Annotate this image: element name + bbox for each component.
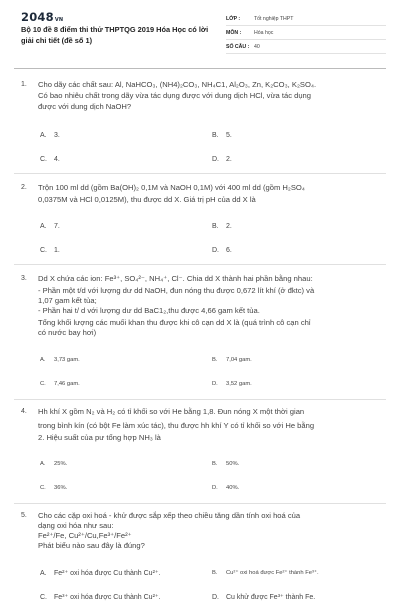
question-line: 1,07 gam kết tủa; — [38, 296, 97, 305]
option-text: Cu²⁺ oxi hoá được Fe²⁺ thành Fe³⁺. — [226, 570, 319, 576]
header-divider — [14, 68, 386, 69]
question-line: dạng oxi hóa như sau: — [38, 521, 114, 530]
option-text: 3. — [54, 132, 60, 139]
option-text: 2. — [226, 223, 232, 230]
option-text: 7,46 gam. — [54, 381, 80, 387]
question-separator — [14, 173, 386, 174]
option-text: 1. — [54, 247, 60, 254]
question-number: 1. — [21, 81, 27, 88]
question-line: Dd X chứa các ion: Fe³⁺, SO₄²⁻, NH₄⁺, Cl⁻. Chia dd X thành hai phần bằng nhau: — [38, 274, 313, 283]
question-number: 4. — [21, 408, 27, 415]
meta-row-count — [226, 40, 386, 54]
meta-key: SỐ CÂU : — [226, 44, 250, 50]
document-title: Bộ 10 đề 8 điểm thi thử THPTQG 2019 Hóa Học có lời giải chi tiết (đề số 1) — [21, 25, 209, 45]
meta-value: 40 — [254, 44, 260, 50]
question-separator — [14, 399, 386, 400]
option-letter: A. — [40, 132, 47, 139]
option-letter: A. — [40, 570, 47, 577]
option-c[interactable] — [40, 381, 80, 387]
option-text: 3,73 gam. — [54, 357, 80, 363]
question-separator — [14, 503, 386, 504]
question-line: Hh khí X gồm N₂ và H₂ có tỉ khối so với He bằng 1,8. Đun nóng X một thời gian — [38, 407, 305, 416]
option-text: 4. — [54, 156, 60, 163]
question-line: Trộn 100 ml dd (gồm Ba(OH)₂ 0,1M và NaOH 0,1M) với 400 ml dd (gồm H₂SO₄ — [38, 183, 305, 192]
option-letter: B. — [212, 461, 218, 467]
option-a[interactable] — [40, 461, 67, 467]
option-a[interactable] — [40, 223, 60, 230]
option-text: 25%. — [54, 461, 68, 467]
option-c[interactable] — [40, 247, 60, 254]
site-logo[interactable] — [21, 10, 63, 24]
option-b[interactable] — [212, 223, 232, 230]
option-b[interactable] — [212, 570, 319, 576]
option-letter: A. — [40, 461, 46, 467]
option-text: 40%. — [226, 485, 240, 491]
option-letter: B. — [212, 132, 219, 139]
option-text: Cu khử được Fe³⁺ thành Fe. — [226, 594, 316, 601]
logo-suffix: VN — [54, 17, 64, 23]
option-text: 7. — [54, 223, 60, 230]
option-b[interactable] — [212, 461, 239, 467]
question-number: 2. — [21, 184, 27, 191]
option-letter: A. — [40, 223, 47, 230]
option-text: 2. — [226, 156, 232, 163]
question-number: 3. — [21, 275, 27, 282]
logo-text: 2048 — [21, 10, 54, 24]
meta-key: MÔN : — [226, 30, 242, 36]
option-text: 7,04 gam. — [226, 357, 252, 363]
option-letter: D. — [212, 594, 219, 601]
question-line: có nước bay hơi) — [38, 328, 97, 337]
option-letter: B. — [212, 357, 218, 363]
option-d[interactable] — [212, 156, 232, 163]
question-line: 2. Hiệu suất của pư tổng hợp NH₃ là — [38, 433, 161, 442]
question-line: được với dung dịch NaOH? — [38, 102, 132, 111]
option-a[interactable] — [40, 569, 161, 577]
question-line: 0,0375M và HCl 0,0125M), thu được dd X. Giá trị pH của dd X là — [38, 195, 256, 204]
meta-table — [226, 12, 386, 54]
option-letter: B. — [212, 570, 218, 576]
option-letter: D. — [212, 247, 219, 254]
option-c[interactable] — [40, 485, 67, 491]
option-letter: D. — [212, 381, 218, 387]
question-line: Cho dãy các chất sau: Al, NaHCO₃, (NH4)₂CO₃, NH₄C1, Al₂O₃, Zn, K₂CO₃, K₂SO₄. — [38, 80, 317, 89]
option-text: 36%. — [54, 485, 68, 491]
option-d[interactable] — [212, 247, 232, 254]
meta-value: Tốt nghiệp THPT — [254, 16, 294, 22]
question-number: 5. — [21, 512, 27, 519]
option-letter: A. — [40, 357, 46, 363]
question-line: Fe²⁺/Fe, Cu²⁺/Cu,Fe³⁺/Fe²⁺ — [38, 531, 132, 540]
option-letter: C. — [40, 381, 46, 387]
question-line: Phát biểu nào sau đây là đúng? — [38, 541, 145, 550]
option-text: Fe²⁺ oxi hóa được Cu thành Cu²⁺. — [54, 570, 161, 577]
meta-key: LỚP : — [226, 16, 241, 22]
option-letter: C. — [40, 247, 47, 254]
question-line: Tổng khối lượng các muối khan thu được khi cô cạn dd X là (quá trình cô cạn chỉ — [38, 318, 311, 327]
option-text: Fe³⁺ oxi hóa được Cu thành Cu²⁺. — [54, 594, 161, 601]
option-letter: D. — [212, 485, 218, 491]
question-line: - Phần hai t/ d với lượng dư dd BaC1₂,thu được 4,66 gam kết tủa. — [38, 306, 260, 315]
option-a[interactable] — [40, 132, 60, 139]
option-c[interactable] — [40, 156, 60, 163]
question-line: Cho các cặp oxi hoá - khử được sắp xếp theo chiều tăng dần tính oxi hoá của — [38, 511, 301, 520]
option-b[interactable] — [212, 357, 252, 363]
meta-value: Hóa học — [254, 30, 274, 36]
option-b[interactable] — [212, 132, 232, 139]
meta-row-subject — [226, 26, 386, 40]
option-a[interactable] — [40, 357, 80, 363]
option-d[interactable] — [212, 485, 239, 491]
option-text: 50%. — [226, 461, 240, 467]
option-text: 6. — [226, 247, 232, 254]
option-letter: C. — [40, 485, 46, 491]
option-text: 5. — [226, 132, 232, 139]
question-line: trong bình kín (có bột Fe làm xúc tác), thu được hh khí Y có tỉ khối so với He bằng — [38, 421, 315, 430]
option-letter: D. — [212, 156, 219, 163]
option-letter: C. — [40, 594, 47, 601]
question-line: Có bao nhiêu chất trong dãy vừa tác dụng được với dung dịch HCl, vừa tác dụng — [38, 91, 312, 100]
option-letter: C. — [40, 156, 47, 163]
option-text: 3,52 gam. — [226, 381, 252, 387]
option-d[interactable] — [212, 381, 252, 387]
page-header — [0, 0, 400, 62]
meta-row-class — [226, 12, 386, 26]
question-line: - Phần một t/d với lượng dư dd NaOH, đun nóng thu được 0,672 lít khí (ở đktc) và — [38, 286, 315, 295]
question-separator — [14, 264, 386, 265]
option-letter: B. — [212, 223, 219, 230]
